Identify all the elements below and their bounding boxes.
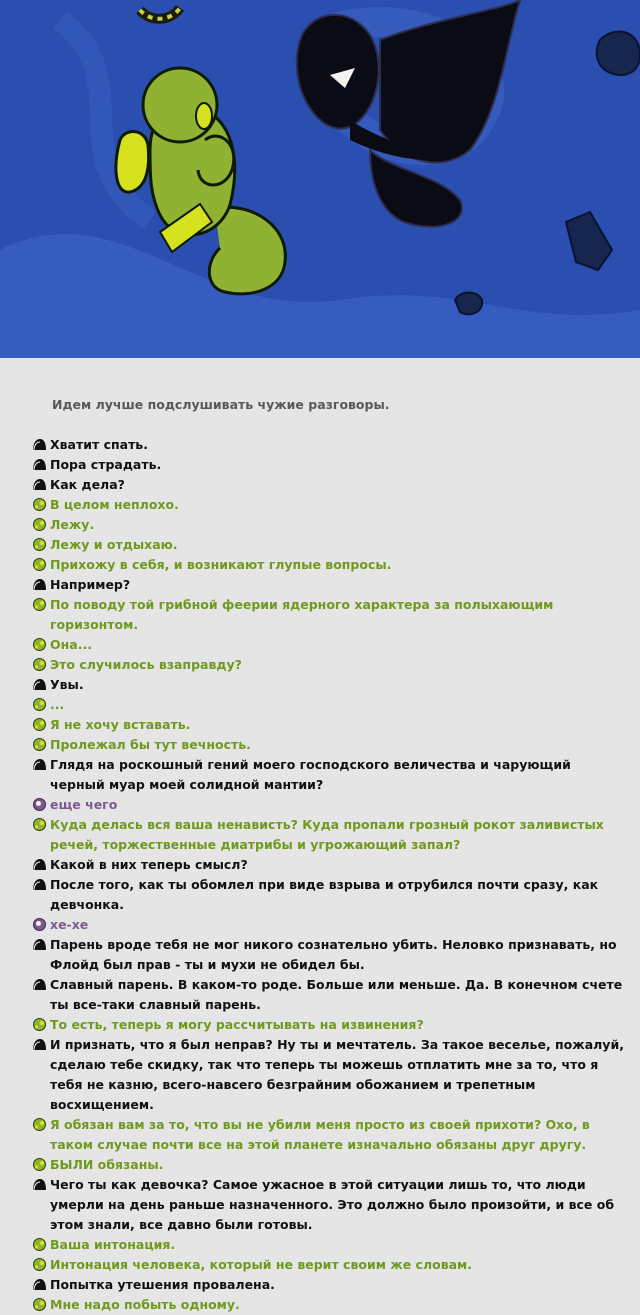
dialogue-line-text: Пора страдать. [50, 457, 162, 472]
dialogue-line [31, 1235, 628, 1255]
dialogue-line-text: ... [50, 697, 65, 712]
green-head-icon [32, 698, 47, 711]
dialogue-line-text: Какой в них теперь смысл? [50, 857, 248, 872]
dialogue-line-text: еще чего [50, 797, 118, 812]
shadow-head-icon [32, 758, 47, 771]
dialogue-line-text: Например? [50, 577, 131, 592]
dialogue-line-text: Прихожу в себя, и возникают глупые вопросы. [50, 557, 392, 572]
dialogue-line-text: В целом неплохо. [50, 497, 179, 512]
dialogue-line [31, 1275, 628, 1295]
dialogue-line-text: Она... [50, 637, 92, 652]
dialogue-line-text: Глядя на роскошный гений моего господского величества и чарующий черный муар моей солидной мантии? [50, 757, 571, 792]
dialogue-line-text: Лежу. [50, 517, 95, 532]
shadow-head-icon [32, 858, 47, 871]
dialogue-line [31, 695, 628, 715]
green-head-icon [32, 1258, 47, 1271]
green-head-icon [32, 598, 47, 611]
dialogue-line [31, 675, 628, 695]
purple-head-icon [32, 798, 47, 811]
dialogue-line [31, 655, 628, 675]
dialogue-line [31, 795, 628, 815]
dialogue-line-text: Я не хочу вставать. [50, 717, 191, 732]
dialogue-line [31, 1015, 628, 1035]
comic-illustration [0, 0, 640, 358]
dialogue-line-text: По поводу той грибной феерии ядерного характера за полыхающим горизонтом. [50, 597, 554, 632]
dialogue-line-text: Как дела? [50, 477, 125, 492]
dialogue-line-text: Куда делась вся ваша ненависть? Куда пропали грозный рокот заливистых речей, торжественные диатрибы и угрожающий запал? [50, 817, 604, 852]
dialogue-line [31, 1035, 628, 1115]
dialogue-log [31, 435, 628, 1315]
dialogue-line-text: И признать, что я был неправ? Ну ты и мечтатель. За такое веселье, пожалуй, сделаю тебе скидку, так что теперь ты можешь отплатить мне за то, что я тебя не казню, всего-навсего безграйним обожанием и трепетным восхищением. [50, 1037, 624, 1112]
shadow-head-icon [32, 878, 47, 891]
green-head-icon [32, 1238, 47, 1251]
dialogue-line-text: Парень вроде тебя не мог никого сознательно убить. Неловко признавать, но Флойд был прав - ты и мухи не обидел бы. [50, 937, 617, 972]
dialogue-line [31, 1175, 628, 1235]
green-head-icon [32, 818, 47, 831]
dialogue-line-text: БЫЛИ обязаны. [50, 1157, 164, 1172]
dialogue-line-text: Чего ты как девочка? Самое ужасное в этой ситуации лишь то, что люди умерли на день раньше назначенного. Это должно было произойти, и все об этом знали, все давно были готовы. [50, 1177, 615, 1232]
dialogue-line [31, 1255, 628, 1275]
green-head-icon [32, 1158, 47, 1171]
dialogue-line-text: Мне надо побыть одному. [50, 1297, 240, 1312]
green-head-icon [32, 1018, 47, 1031]
shadow-head-icon [32, 478, 47, 491]
green-head-icon [32, 558, 47, 571]
green-head-icon [32, 1118, 47, 1131]
green-head-icon [32, 738, 47, 751]
dialogue-line [31, 755, 628, 795]
dialogue-line [31, 915, 628, 935]
dialogue-line [31, 575, 628, 595]
shadow-head-icon [32, 1278, 47, 1291]
dialogue-line [31, 815, 628, 855]
shadow-head-icon [32, 938, 47, 951]
dialogue-line-text: Это случилось взаправду? [50, 657, 242, 672]
dialogue-line [31, 715, 628, 735]
dialogue-line [31, 555, 628, 575]
dialogue-line [31, 635, 628, 655]
dialogue-line [31, 1155, 628, 1175]
shadow-head-icon [32, 438, 47, 451]
green-head-icon [32, 538, 47, 551]
narration-text: Идем лучше подслушивать чужие разговоры. [52, 397, 390, 412]
dialogue-line [31, 1115, 628, 1155]
dialogue-section [0, 358, 640, 1315]
dialogue-line [31, 515, 628, 535]
dialogue-line [31, 495, 628, 515]
dialogue-line [31, 435, 628, 455]
dialogue-line-text: После того, как ты обомлел при виде взрыва и отрубился почти сразу, как девчонка. [50, 877, 599, 912]
green-head-icon [32, 498, 47, 511]
green-head-icon [32, 718, 47, 731]
dialogue-line-text: То есть, теперь я могу рассчитывать на извинения? [50, 1017, 424, 1032]
dialogue-line-text: Интонация человека, который не верит своим же словам. [50, 1257, 473, 1272]
shadow-head-icon [32, 458, 47, 471]
green-head-icon [32, 518, 47, 531]
shadow-head-icon [32, 1178, 47, 1191]
dialogue-line [31, 455, 628, 475]
dialogue-line [31, 935, 628, 975]
dialogue-line [31, 475, 628, 495]
dialogue-line [31, 855, 628, 875]
dialogue-line-text: Пролежал бы тут вечность. [50, 737, 251, 752]
green-head-icon [32, 1298, 47, 1311]
green-head-icon [32, 658, 47, 671]
dialogue-line-text: Славный парень. В каком-то роде. Больше или меньше. Да. В конечном счете ты все-таки славный парень. [50, 977, 623, 1012]
shadow-head-icon [32, 978, 47, 991]
dialogue-line [31, 875, 628, 915]
dialogue-line [31, 1295, 628, 1315]
dialogue-line-text: Увы. [50, 677, 84, 692]
dialogue-line-text: Я обязан вам за то, что вы не убили меня просто из своей прихоти? Охо, в таком случае почти все на этой планете изначально обязаны друг другу. [50, 1117, 590, 1152]
shadow-head-icon [32, 1038, 47, 1051]
dialogue-line [31, 975, 628, 1015]
purple-head-icon [32, 918, 47, 931]
dialogue-line [31, 595, 628, 635]
dialogue-line-text: Хватит спать. [50, 437, 148, 452]
green-head-icon [32, 638, 47, 651]
shadow-head-icon [32, 578, 47, 591]
dialogue-line-text: Ваша интонация. [50, 1237, 176, 1252]
dialogue-line [31, 535, 628, 555]
dialogue-line [31, 735, 628, 755]
dialogue-line-text: хе-хе [50, 917, 89, 932]
dialogue-line-text: Попытка утешения провалена. [50, 1277, 275, 1292]
dialogue-line-text: Лежу и отдыхаю. [50, 537, 178, 552]
shadow-head-icon [32, 678, 47, 691]
